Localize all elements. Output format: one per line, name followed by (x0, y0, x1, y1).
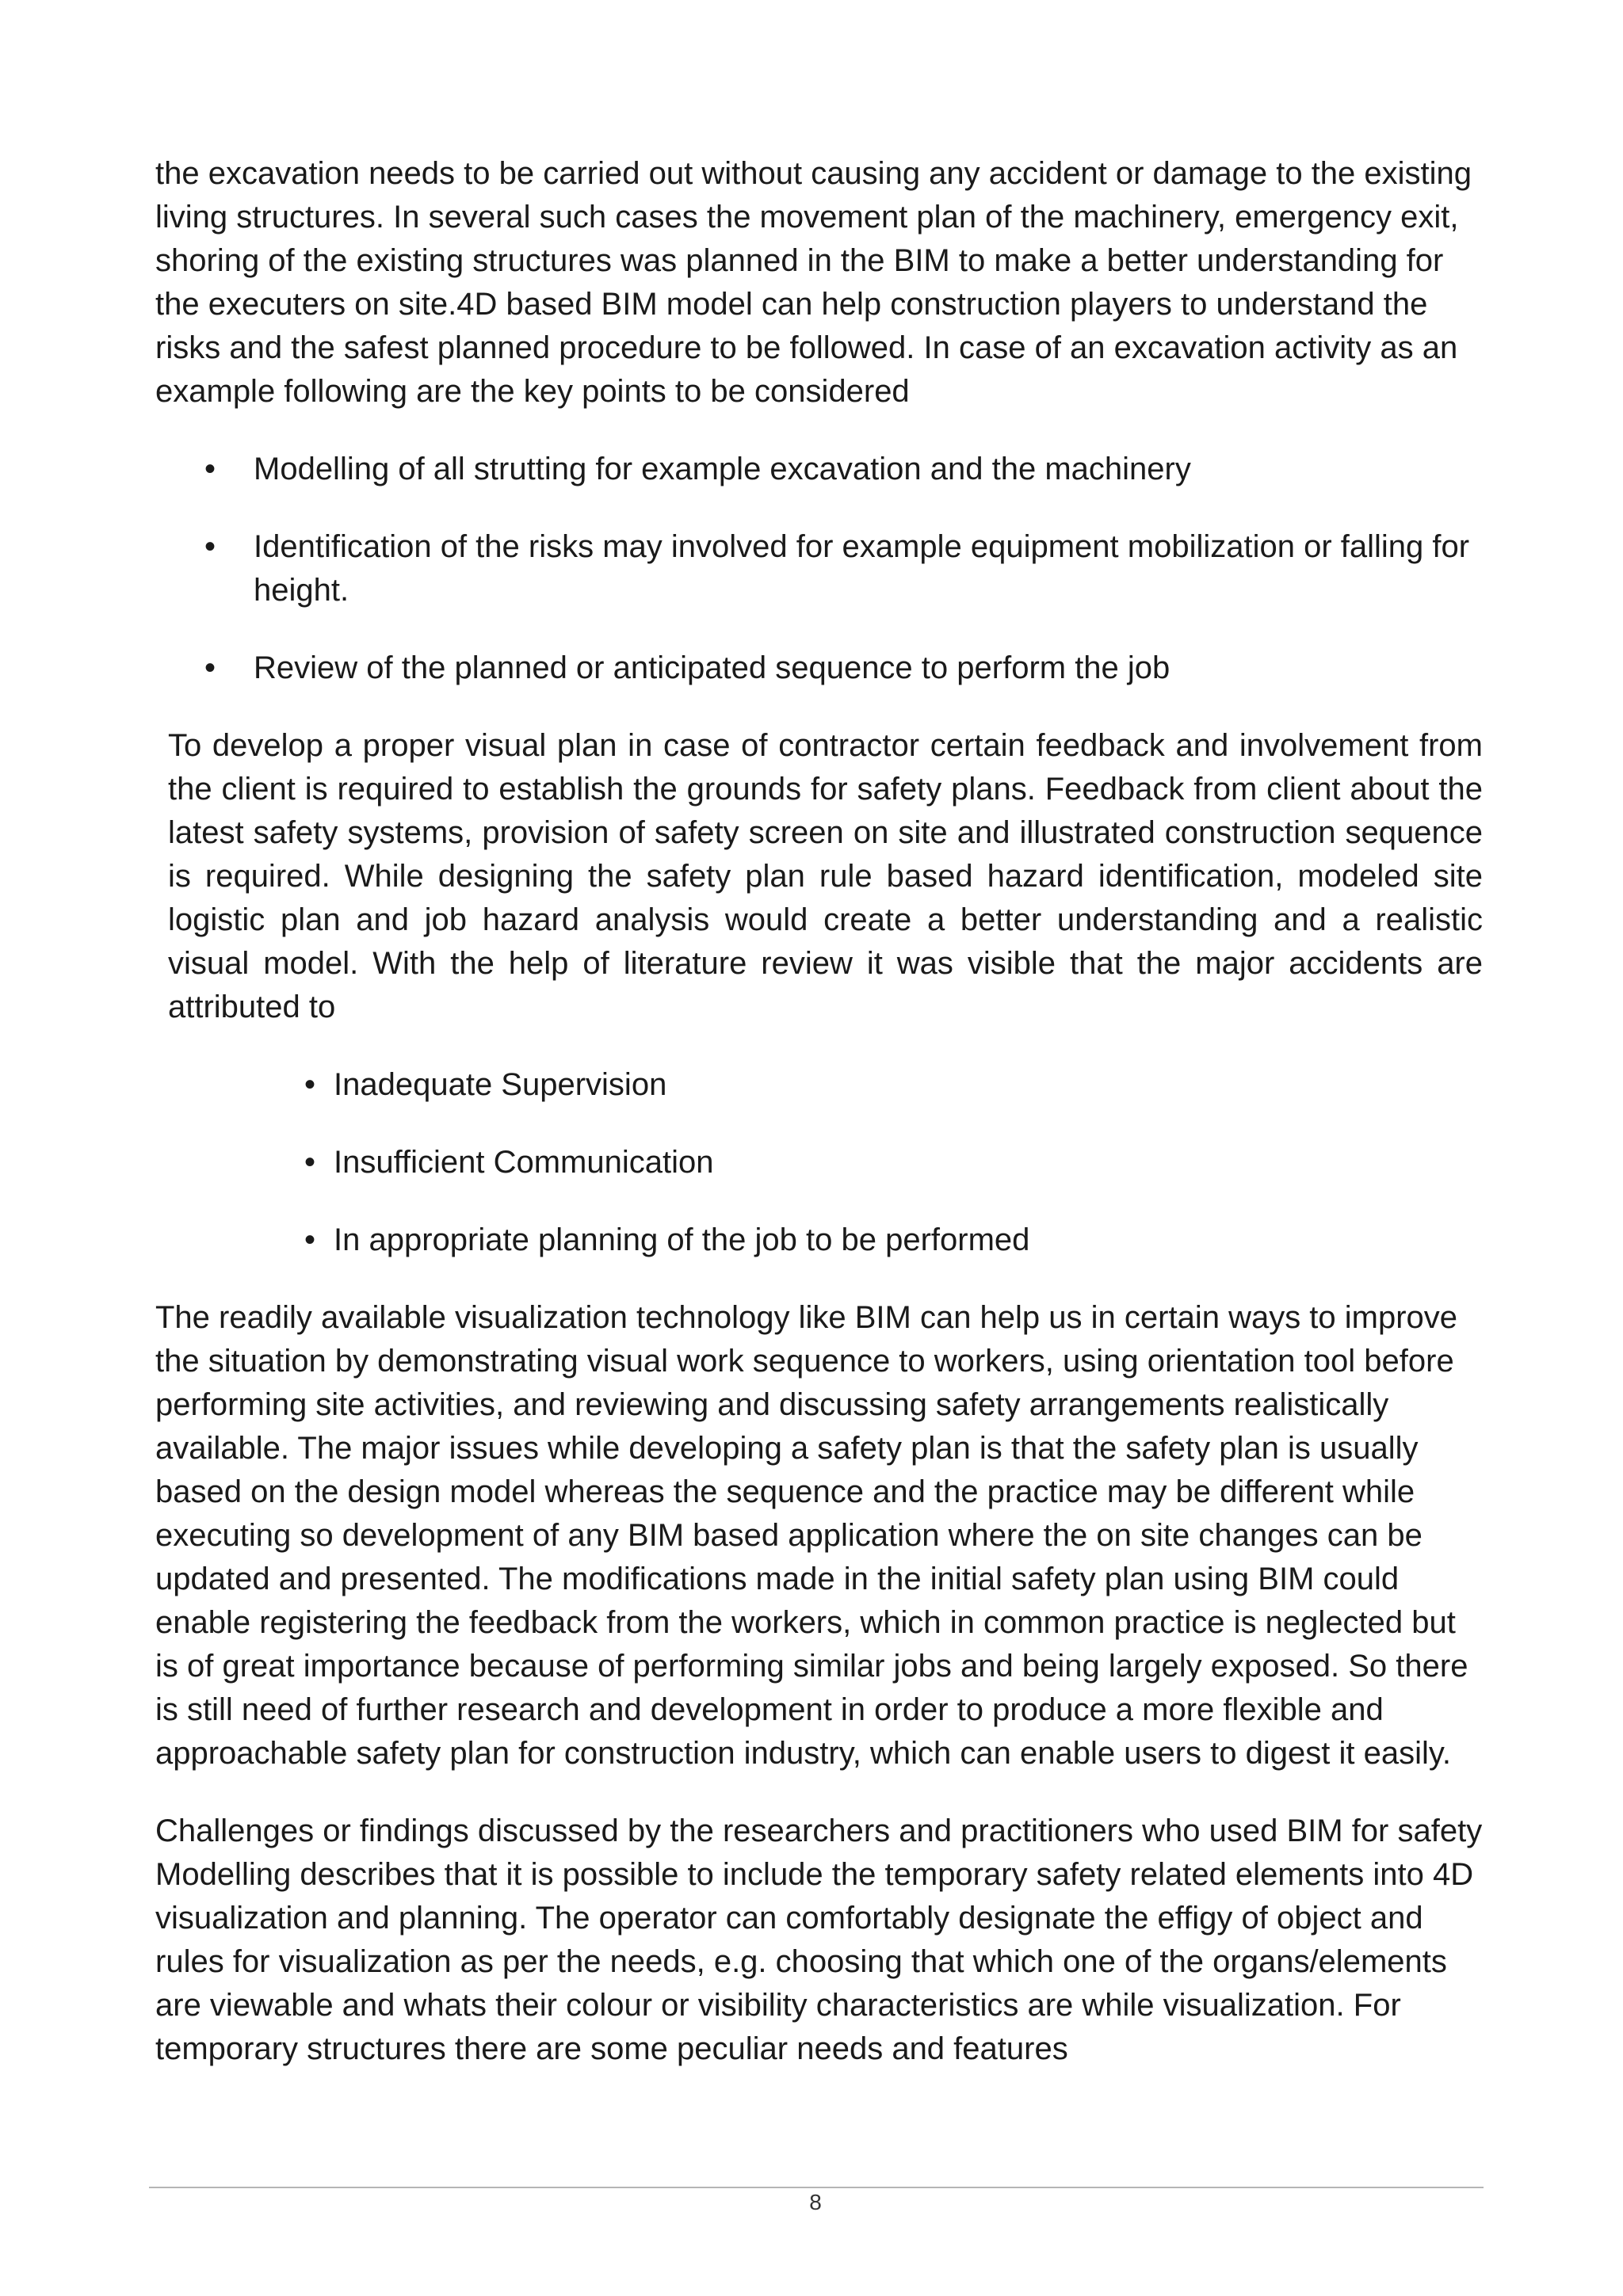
accident-causes-list (155, 1063, 1483, 1262)
list-item-text: Inadequate Supervision (334, 1067, 667, 1102)
bullet-marker: • (204, 452, 216, 486)
paragraph-excavation: the excavation needs to be carried out without causing any accident or damage to the existing living structures. In several such cases the movement plan of the machinery, emergency exit, shoring of the existing structures was planned in the BIM to make a better understanding for the executers on site.4D based BIM model can help construction players to understand the risks and the safest planned procedure to be followed. In case of an excavation activity as an example following are the key points to be considered (155, 156, 1472, 409)
bullet-marker: • (204, 529, 216, 564)
paragraph-visualization-technology: The readily available visualization technology like BIM can help us in certain ways to improve the situation by demonstrating visual work sequence to workers, using orientation tool before performing site activities, and reviewing and discussing safety arrangements realistically available. The major issues while developing a safety plan is that the safety plan is usually based on the design model whereas the sequence and the practice may be different while executing so development of any BIM based application where the on site changes can be updated and presented. The modifications made in the initial safety plan using BIM could enable registering the feedback from the workers, which in common practice is neglected but is of great importance because of performing similar jobs and being largely exposed. So there is still need of further research and development in order to produce a more flexible and approachable safety plan for construction industry, which can enable users to digest it easily. (155, 1300, 1468, 1771)
list-item-text: Insufficient Communication (334, 1145, 714, 1180)
bullet-marker: • (204, 650, 216, 685)
list-item-text: In appropriate planning of the job to be performed (334, 1222, 1030, 1257)
list-item-text: Identification of the risks may involved for example equipment mobilization or falling for height. (254, 529, 1470, 608)
bullet-marker: • (304, 1222, 316, 1257)
list-item-text: Modelling of all strutting for example excavation and the machinery (254, 452, 1191, 486)
list-item-text: Review of the planned or anticipated sequence to perform the job (254, 650, 1170, 685)
bullet-marker: • (304, 1067, 316, 1102)
key-points-list (155, 448, 1483, 690)
list-item (155, 525, 1483, 612)
paragraph-challenges: Challenges or findings discussed by the researchers and practitioners who used BIM for safety Modelling describes that it is possible to include the temporary safety related elements into 4D visualization and planning. The operator can comfortably designate the effigy of object and rules for visualization as per the needs, e.g. choosing that which one of the organs/elements are viewable and whats their colour or visibility characteristics are while visualization. For temporary structures there are some peculiar needs and features (155, 1814, 1483, 2066)
list-item (155, 646, 1483, 690)
page-body (155, 152, 1483, 2105)
list-item (155, 448, 1483, 491)
bullet-marker: • (304, 1145, 316, 1180)
footer-divider (149, 2187, 1484, 2188)
paragraph-visual-plan: To develop a proper visual plan in case of contractor certain feedback and involvement from the client is required to establish the grounds for safety plans. Feedback from client about the latest safety systems, provision of safety screen on site and illustrated construction sequence is required. While designing the safety plan rule based hazard identification, modeled site logistic plan and job hazard analysis would create a better understanding and a realistic visual model. With the help of literature review it was visible that the major accidents are attributed to (168, 728, 1483, 1024)
page-number: 8 (809, 2190, 822, 2214)
list-item (155, 1219, 1483, 1262)
list-item (155, 1141, 1483, 1184)
list-item (155, 1063, 1483, 1107)
